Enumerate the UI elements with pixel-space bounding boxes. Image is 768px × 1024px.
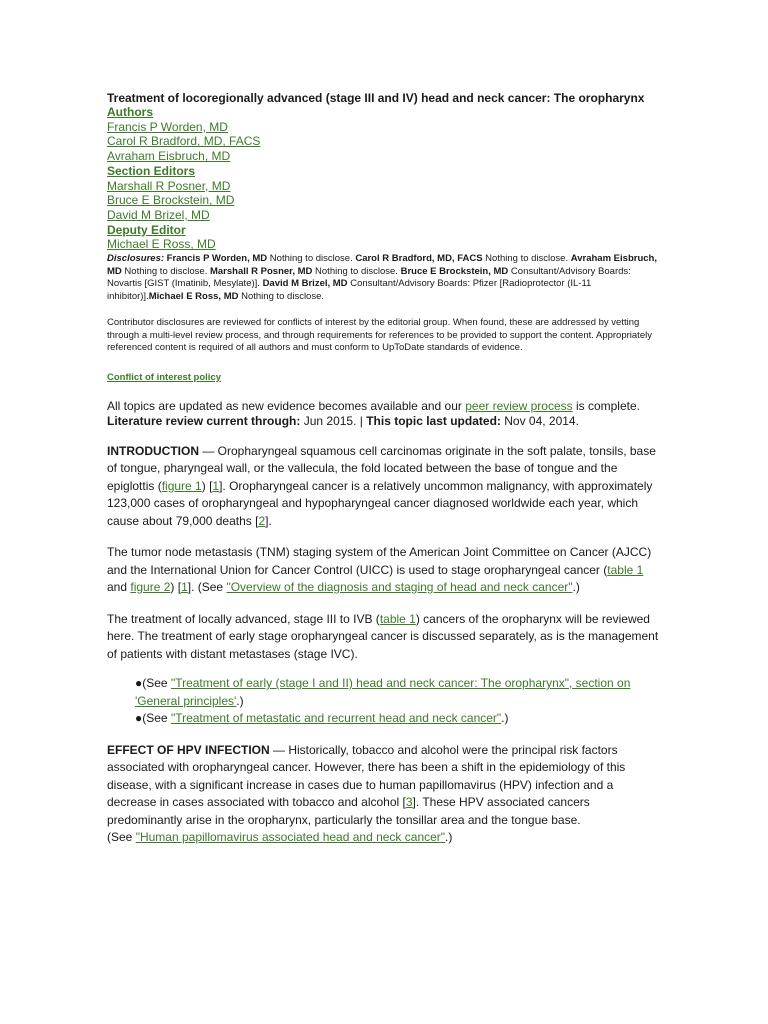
- contributor-note: Contributor disclosures are reviewed for conflicts of interest by the editorial group. When found, these are addressed by vetting through a multi-level review process, and through requirements for references to be provided to support the content. Appropriately referenced content is required of all authors and must conform to UpToDate standards of evidence.: [107, 317, 652, 354]
- introduction-paragraph: INTRODUCTION — Oropharyngeal squamous cell carcinomas originate in the soft palate, tonsils, base of tongue, pharyngeal wall, or the vallecula, the fold located between the base of tongue and the epiglottis (figure 1) [1]. Oropharyngeal cancer is a relatively uncommon malignancy, with approximately 123,000 cases of oropharyngeal and hypopharyngeal cancer diagnosed worldwide each year, which cause about 79,000 deaths [2].: [107, 443, 656, 528]
- treatment-paragraph: The treatment of locally advanced, stage III to IVB (table 1) cancers of the oropharynx will be reviewed here. The treatment of early stage oropharyngeal cancer is discussed separately, as is the management of patients with distant metastases (stage IVC).: [107, 611, 659, 661]
- section-editors-heading-link[interactable]: Section Editors: [107, 163, 196, 178]
- topic-link[interactable]: "Treatment of early (stage I and II) head and neck cancer: The oropharynx", section on 'General principles': [135, 676, 631, 708]
- topic-link[interactable]: "Overview of the diagnosis and staging of head and neck cancer": [226, 580, 573, 595]
- list-item: ●(See "Treatment of metastatic and recurrent head and neck cancer".): [135, 711, 509, 726]
- deputy-editor-heading-link[interactable]: Deputy Editor: [107, 222, 186, 237]
- author-link[interactable]: Avraham Eisbruch, MD: [107, 149, 231, 164]
- table-link[interactable]: table 1: [379, 611, 416, 626]
- hpv-paragraph: EFFECT OF HPV INFECTION — Historically, tobacco and alcohol were the principal risk factors associated with oropharyngeal cancer. However, there has been a shift in the epidemiology of this disease, with a significant increase in cases due to human papillomavirus (HPV) infection and a decrease in cases associated with tobacco and alcohol [3]. These HPV associated cancers predominantly arise in the oropharynx, particularly the tonsillar area and the tongue base. (See "Human papillomavirus associated head and neck cancer".): [107, 742, 626, 845]
- disclosures: Disclosures: Francis P Worden, MD Nothing to disclose. Carol R Bradford, MD, FACS Nothing to disclose. Avraham Eisbruch, MD Nothing to disclose. Marshall R Posner, MD Nothing to disclose. Bruce E Brockstein, MD Consultant/Advisory Boards: Novartis [GIST (Imatinib, Mesylate)]. David M Brizel, MD Consultant/Advisory Boards: Pfizer [Radioprotector (IL-11 inhibitor)].Michael E Ross, MD Nothing to disclose.: [107, 253, 657, 302]
- reference-link[interactable]: 1: [181, 580, 188, 595]
- figure-link[interactable]: figure 2: [130, 580, 171, 595]
- tnm-paragraph: The tumor node metastasis (TNM) staging system of the American Joint Committee on Cancer (AJCC) and the International Union for Cancer Control (UICC) is used to stage oropharyngeal cancer (table 1 and figure 2) [1]. (See "Overview of the diagnosis and staging of head and neck cancer".): [107, 545, 652, 595]
- reference-link[interactable]: 2: [258, 513, 266, 528]
- section-editor-link[interactable]: David M Brizel, MD: [107, 207, 210, 222]
- deputy-editor-link[interactable]: Michael E Ross, MD: [107, 237, 216, 252]
- author-link[interactable]: Francis P Worden, MD: [107, 119, 228, 134]
- figure-link[interactable]: figure 1: [161, 478, 202, 493]
- conflict-of-interest-link[interactable]: Conflict of interest policy: [107, 371, 222, 383]
- literature-review-line: Literature review current through: Jun 2015. | This topic last updated: Nov 04, 2014.: [107, 413, 579, 428]
- author-link[interactable]: Carol R Bradford, MD, FACS: [107, 134, 261, 149]
- peer-review-link[interactable]: peer review process: [465, 398, 573, 413]
- topic-link[interactable]: "Human papillomavirus associated head and neck cancer": [135, 830, 446, 845]
- reference-link[interactable]: 3: [405, 795, 413, 810]
- list-item: ●(See "Treatment of early (stage I and II) head and neck cancer: The oropharynx", section on 'General principles'.): [135, 676, 631, 708]
- table-link[interactable]: table 1: [607, 562, 644, 577]
- section-editor-link[interactable]: Bruce E Brockstein, MD: [107, 193, 235, 208]
- page-title: Treatment of locoregionally advanced (stage III and IV) head and neck cancer: The oropharynx: [107, 91, 645, 105]
- reference-link[interactable]: 1: [212, 478, 220, 493]
- section-editor-link[interactable]: Marshall R Posner, MD: [107, 178, 231, 193]
- topic-link[interactable]: "Treatment of metastatic and recurrent head and neck cancer": [170, 711, 502, 726]
- document-page: [107, 91, 662, 847]
- authors-heading-link[interactable]: Authors: [107, 105, 153, 119]
- update-note: All topics are updated as new evidence becomes available and our peer review process is complete.: [107, 398, 640, 413]
- see-also-list: [107, 675, 662, 728]
